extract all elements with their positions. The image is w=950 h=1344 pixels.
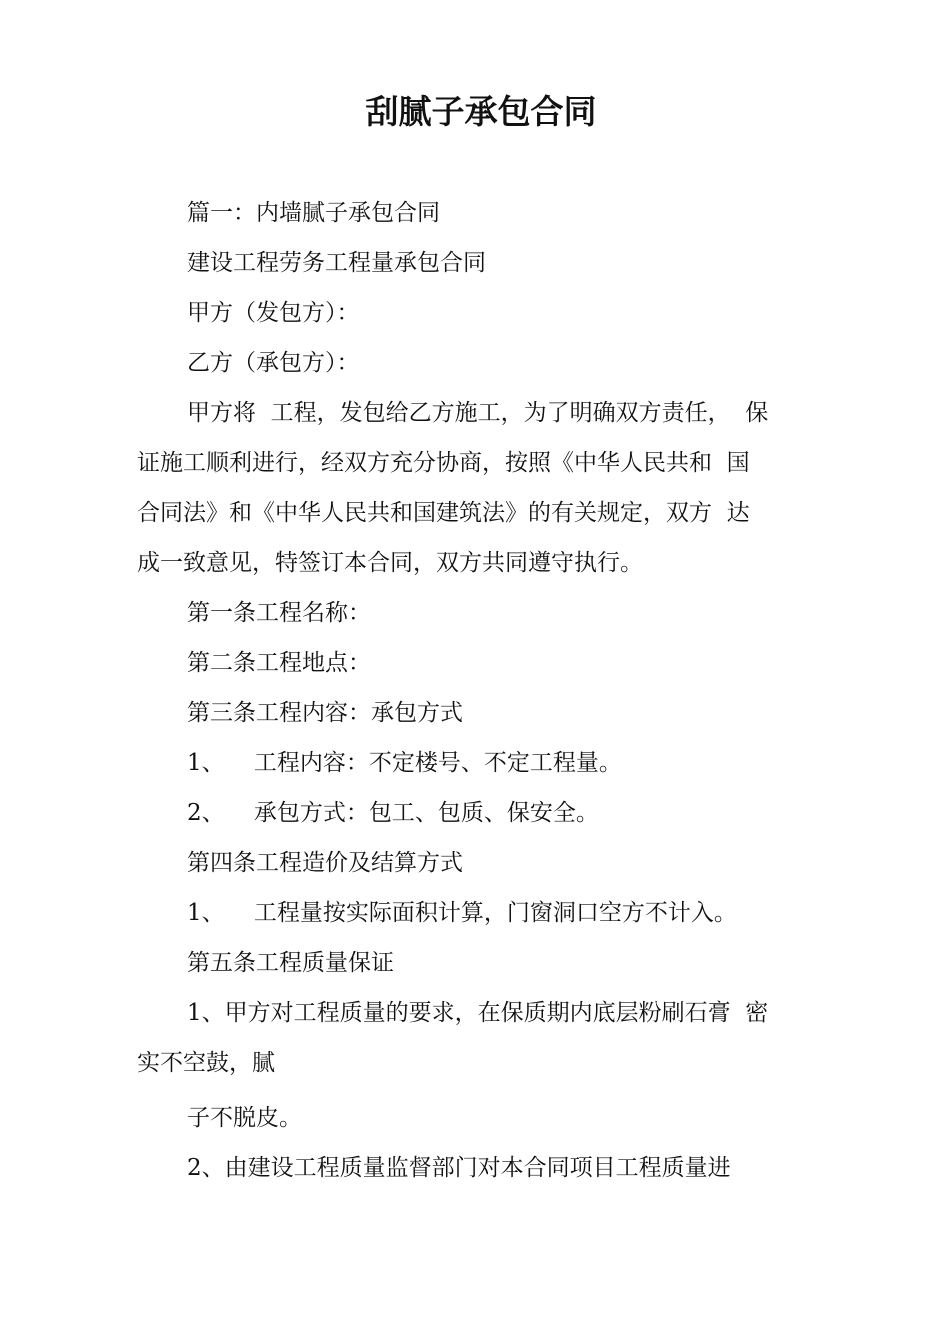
- paragraph-line: 合同法》和《中华人民共和国建筑法》的有关规定，双方 达: [137, 500, 750, 526]
- list-item: 1、甲方对工程质量的要求，在保质期内底层粉刷石膏 密: [187, 1000, 769, 1026]
- document-body: [137, 188, 827, 1193]
- article-heading: 第三条工程内容：承包方式: [187, 700, 463, 726]
- article-heading: 第四条工程造价及结算方式: [187, 850, 463, 876]
- contract-name: 建设工程劳务工程量承包合同: [187, 250, 486, 276]
- article-heading: 第一条工程名称：: [187, 600, 371, 626]
- paragraph-line: 成一致意见，特签订本合同，双方共同遵守执行。: [137, 550, 643, 576]
- list-item: 2、 承包方式：包工、包质、保安全。: [187, 800, 599, 826]
- paragraph-line: 子不脱皮。: [187, 1105, 302, 1131]
- paragraph-line: 甲方将 工程，发包给乙方施工，为了明确双方责任， 保: [187, 400, 769, 426]
- list-item: 1、 工程量按实际面积计算，门窗洞口空方不计入。: [187, 900, 737, 926]
- section-heading: 篇一：内墙腻子承包合同: [187, 200, 440, 226]
- party-a-line: 甲方（发包方）：: [187, 300, 360, 326]
- article-heading: 第二条工程地点：: [187, 650, 371, 676]
- article-heading: 第五条工程质量保证: [187, 950, 394, 976]
- document-title: 刮腻子承包合同: [365, 92, 597, 131]
- list-item: 1、 工程内容：不定楼号、不定工程量。: [187, 750, 622, 776]
- party-b-line: 乙方（承包方）：: [187, 350, 360, 376]
- paragraph-line: 证施工顺利进行，经双方充分协商，按照《中华人民共和 国: [137, 450, 750, 476]
- list-item: 2、由建设工程质量监督部门对本合同项目工程质量进: [187, 1155, 731, 1181]
- paragraph-line: 实不空鼓，腻: [137, 1050, 275, 1076]
